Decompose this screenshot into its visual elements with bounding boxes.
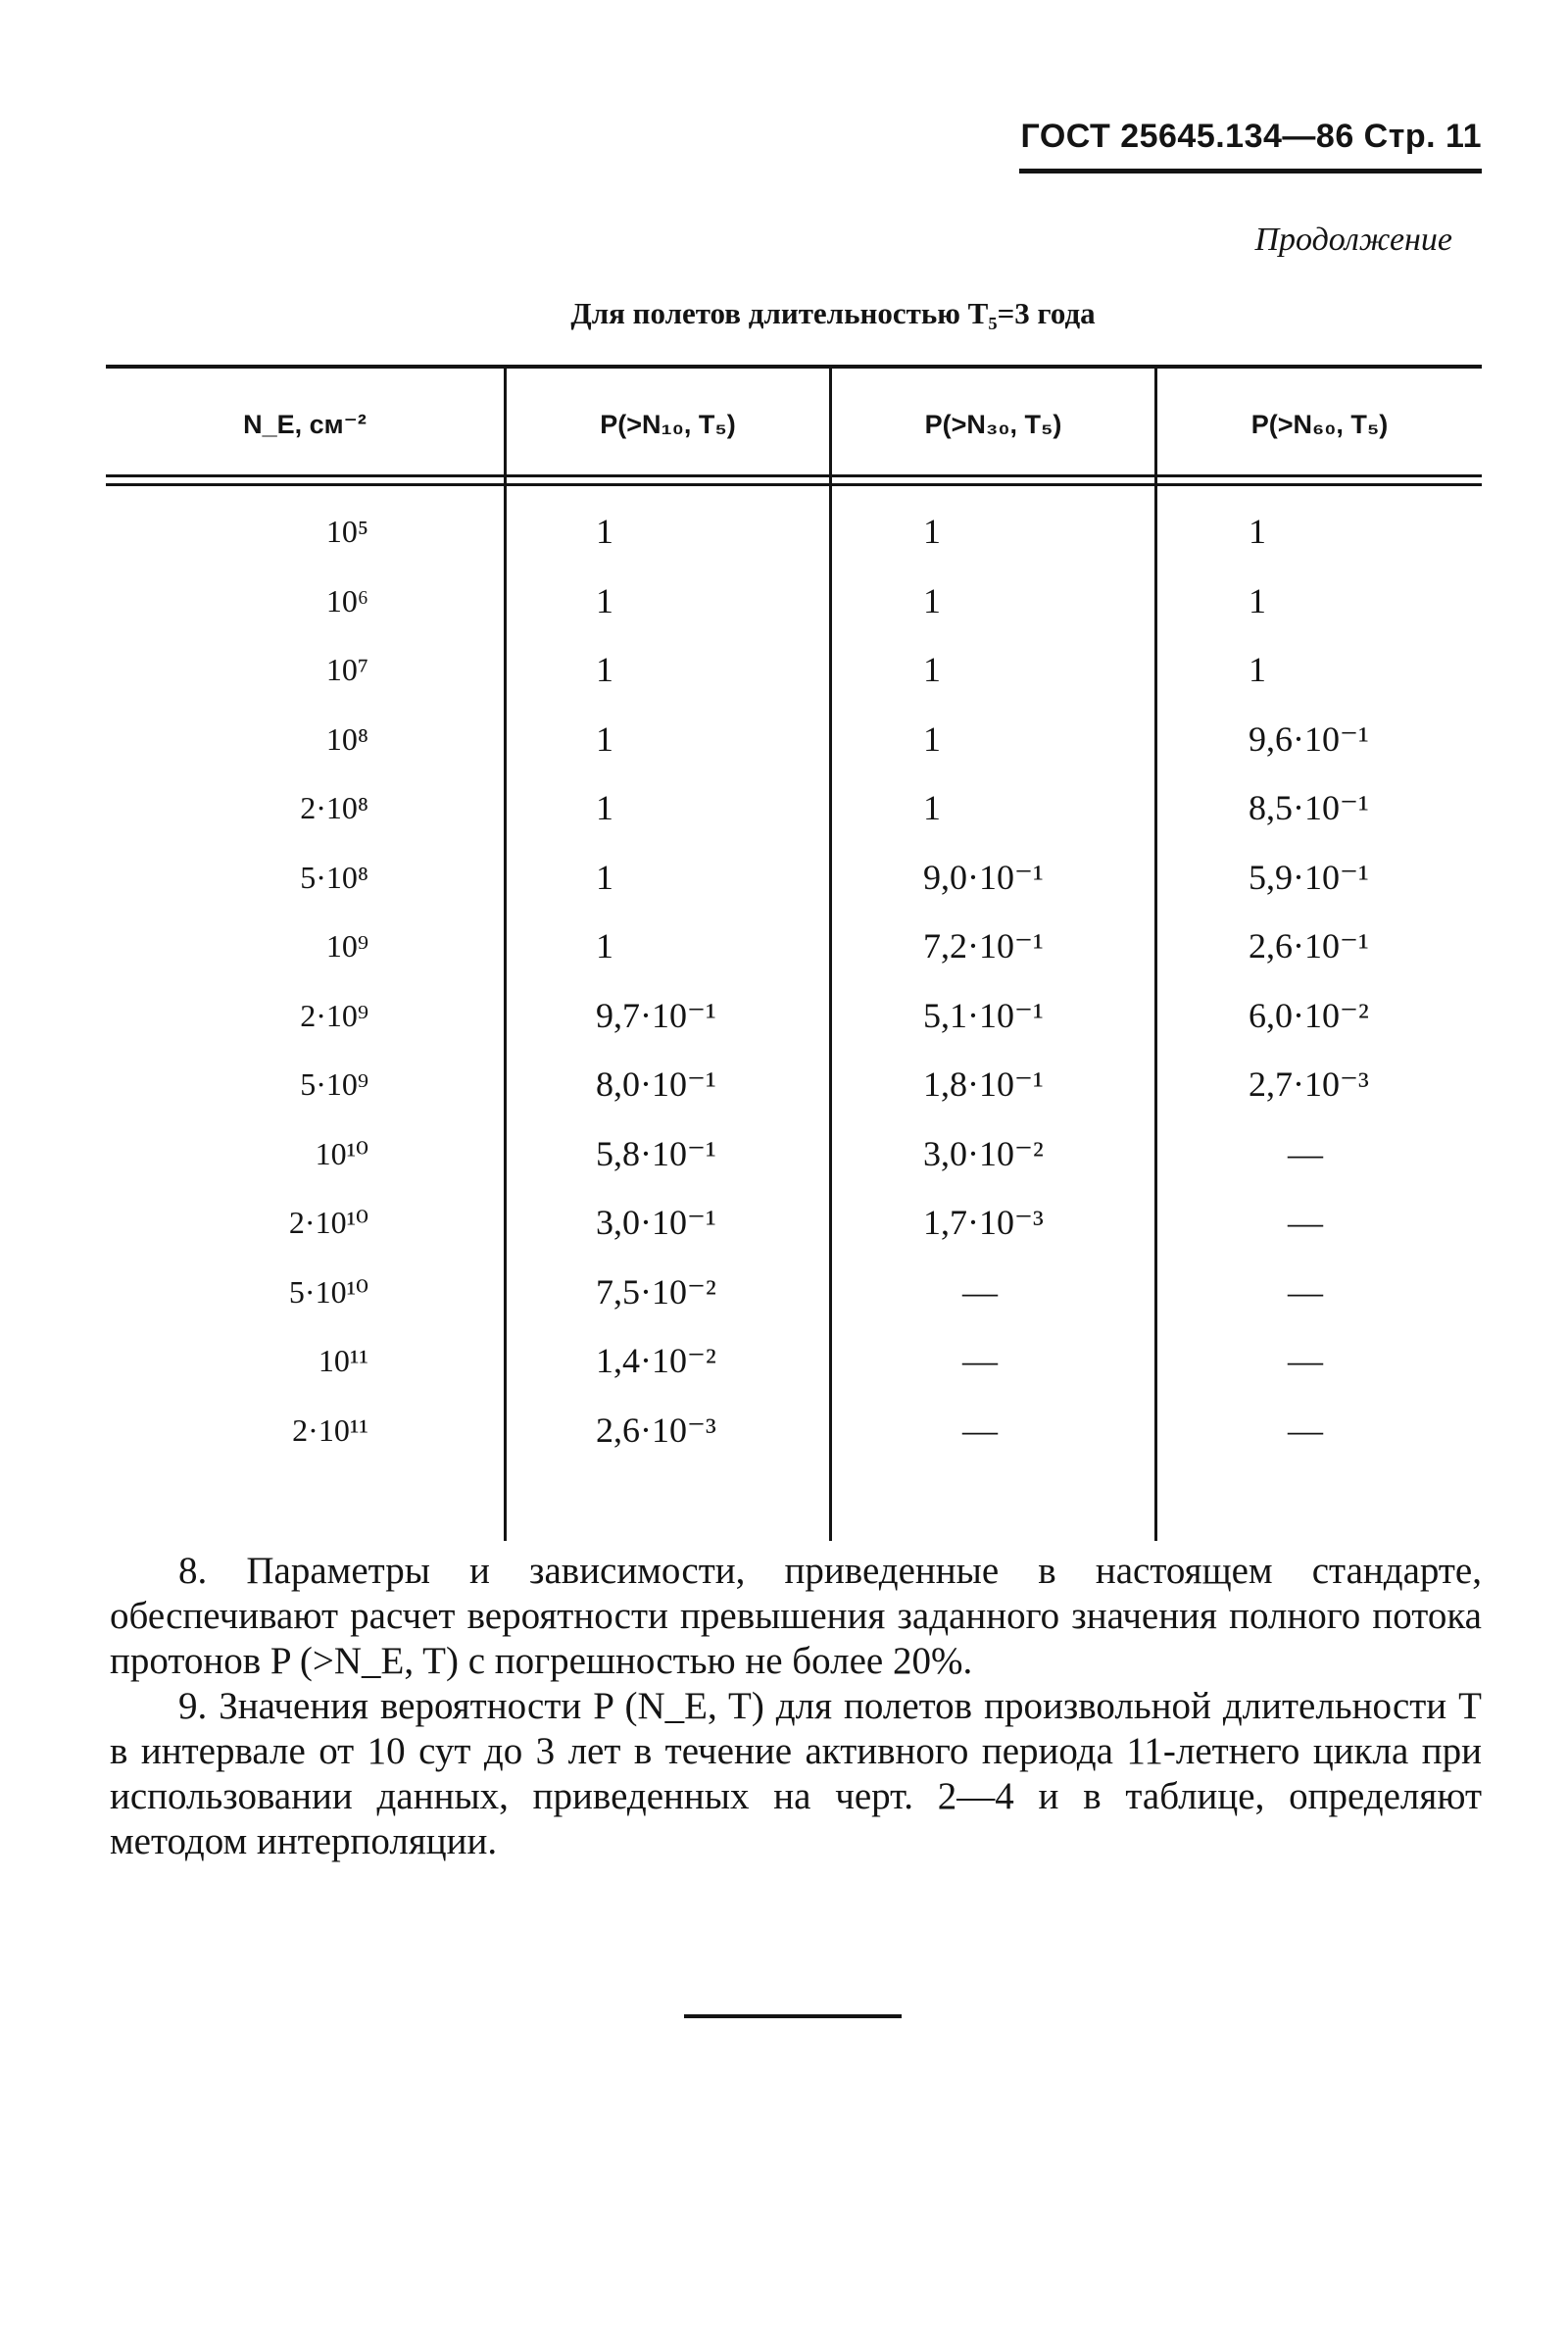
table-row: [106, 502, 1482, 571]
probability-cell: 1: [596, 580, 613, 620]
flux-value-cell: 10⁸: [325, 720, 368, 757]
header-underline: [1019, 169, 1482, 173]
probability-cell: 9,7·10⁻¹: [596, 995, 716, 1035]
continuation-label: Продолжение: [1254, 222, 1452, 258]
probability-cell: 6,0·10⁻²: [1249, 995, 1369, 1035]
document-header: ГОСТ 25645.134—86 Стр. 11: [1020, 118, 1482, 155]
flux-value-cell: 10⁵: [325, 514, 368, 549]
flux-value-cell: 5·10¹⁰: [288, 1273, 368, 1310]
probability-cell: 1,7·10⁻³: [923, 1203, 1044, 1242]
probability-cell: 1: [923, 788, 941, 827]
column-header-p60: P(>N₆₀, T₅): [1250, 410, 1389, 439]
probability-cell: 1: [596, 650, 613, 689]
table-row: [106, 1263, 1482, 1332]
probability-cell: 8,5·10⁻¹: [1249, 788, 1369, 827]
table-row: [106, 986, 1482, 1056]
table-caption: Для полетов длительностью T₅=3 года: [570, 296, 1096, 330]
probability-cell: 5,9·10⁻¹: [1249, 857, 1369, 897]
table-row: [106, 571, 1482, 641]
body-text: [110, 1549, 1482, 1864]
probability-cell: 2,7·10⁻³: [1249, 1064, 1369, 1104]
column-header-p30: P(>N₃₀, T₅): [924, 410, 1062, 439]
probability-cell: 5,8·10⁻¹: [596, 1133, 716, 1173]
paragraph-8: 8. Параметры и зависимости, приведенные в настоящем стандарте, обеспечивают расчет вероятности превышения заданного значения полного потока протонов P (>N_E, T) с погрешностью не более 20%.: [110, 1550, 1482, 1682]
flux-value-cell: 5·10⁹: [300, 1066, 368, 1102]
probability-cell: 9,0·10⁻¹: [923, 857, 1044, 897]
probability-cell: 7,2·10⁻¹: [923, 926, 1044, 965]
probability-cell: 1: [596, 788, 613, 827]
probability-cell: 3,0·10⁻¹: [596, 1203, 716, 1242]
probability-cell: 1: [596, 512, 613, 551]
probability-cell: 2,6·10⁻¹: [1249, 926, 1369, 965]
table-row: [106, 710, 1482, 779]
table-top-rule: [106, 365, 1482, 369]
table-row: [106, 1193, 1482, 1263]
probability-cell: —: [1288, 1133, 1323, 1173]
flux-value-cell: 10¹¹: [318, 1343, 368, 1378]
table-row: [106, 1124, 1482, 1194]
probability-cell: —: [1288, 1341, 1323, 1380]
flux-value-cell: 2·10⁹: [300, 997, 368, 1033]
data-table: [106, 365, 1482, 1541]
flux-value-cell: 10⁹: [325, 928, 368, 964]
probability-cell: —: [962, 1341, 998, 1380]
table-row: [106, 916, 1482, 986]
probability-cell: 9,6·10⁻¹: [1249, 718, 1369, 759]
flux-value-cell: 10⁷: [325, 652, 368, 687]
probability-cell: 1: [923, 512, 941, 551]
column-header-p10: P(>N₁₀, T₅): [600, 410, 736, 439]
probability-cell: 1: [1249, 580, 1266, 620]
table-body: [106, 502, 1482, 1469]
probability-cell: 7,5·10⁻²: [596, 1271, 716, 1312]
flux-value-cell: 10¹⁰: [315, 1135, 368, 1171]
flux-value-cell: 2·10⁸: [300, 790, 368, 825]
flux-value-cell: 2·10¹⁰: [288, 1205, 368, 1240]
probability-cell: 1: [923, 718, 941, 759]
probability-cell: —: [1288, 1410, 1323, 1450]
probability-cell: 1: [596, 926, 613, 965]
probability-cell: 1: [1249, 650, 1266, 689]
header-separator-rule: [106, 483, 1482, 486]
probability-cell: —: [962, 1410, 998, 1450]
probability-cell: 8,0·10⁻¹: [596, 1064, 716, 1104]
flux-value-cell: 10⁶: [325, 582, 368, 619]
probability-cell: 1: [923, 650, 941, 689]
probability-cell: 1: [923, 580, 941, 620]
probability-cell: 1,8·10⁻¹: [923, 1064, 1044, 1104]
probability-cell: 1: [1249, 512, 1266, 551]
table-row: [106, 640, 1482, 710]
probability-cell: 2,6·10⁻³: [596, 1410, 716, 1450]
probability-cell: 1: [596, 857, 613, 897]
probability-cell: 3,0·10⁻²: [923, 1133, 1044, 1173]
table-row: [106, 848, 1482, 917]
probability-cell: —: [1288, 1271, 1323, 1312]
table-row: [106, 1331, 1482, 1401]
table-row: [106, 1401, 1482, 1470]
flux-value-cell: 5·10⁸: [300, 859, 368, 895]
end-rule: [684, 2014, 902, 2018]
table-row: [106, 778, 1482, 848]
header-separator-rule: [106, 474, 1482, 477]
table-row: [106, 1055, 1482, 1124]
paragraph-9: 9. Значения вероятности P (N_E, T) для полетов произвольной длительности T в интервале от 10 сут до 3 лет в течение активного периода 11-летнего цикла при использовании данных, приведенных на черт. 2—4 и в таблице, определяют методом интерполяции.: [110, 1685, 1482, 1862]
probability-cell: 5,1·10⁻¹: [923, 995, 1044, 1035]
probability-cell: 1: [596, 718, 613, 759]
flux-value-cell: 2·10¹¹: [292, 1411, 368, 1448]
probability-cell: —: [1288, 1203, 1323, 1242]
probability-cell: 1,4·10⁻²: [596, 1341, 716, 1380]
probability-cell: —: [962, 1271, 998, 1312]
column-header-flux: N_E, см⁻²: [243, 410, 367, 439]
